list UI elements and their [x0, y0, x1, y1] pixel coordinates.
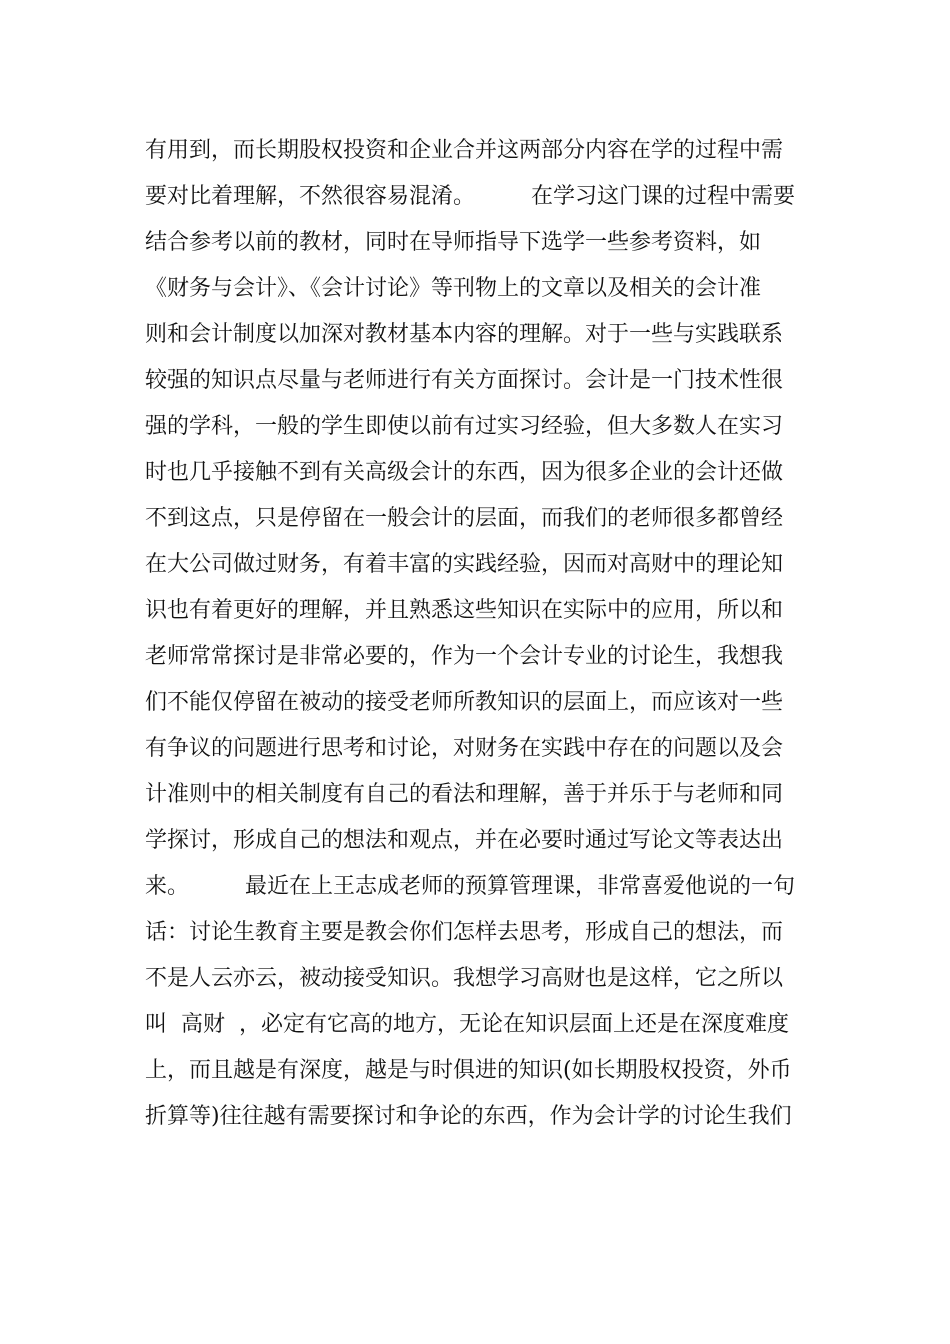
text-line-17: 来。 最近在上王志成老师的预算管理课，非常喜爱他说的一句 [145, 874, 795, 899]
text-line-19: 不是人云亦云，被动接受知识。我想学习高财也是这样，它之所以 [145, 966, 784, 991]
text-line-13: 们不能仅停留在被动的接受老师所教知识的层面上，而应该对一些 [145, 690, 784, 715]
text-line-6: 较强的知识点尽量与老师进行有关方面探讨。会计是一门技术性很 [145, 368, 784, 393]
text-line-8: 时也几乎接触不到有关高级会计的东西，因为很多企业的会计还做 [145, 460, 784, 485]
text-line-2: 要对比着理解，不然很容易混淆。 在学习这门课的过程中需要 [145, 184, 795, 209]
body-text [145, 128, 825, 1140]
text-line-12: 老师常常探讨是非常必要的，作为一个会计专业的讨论生，我想我 [145, 644, 784, 669]
text-line-15: 计准则中的相关制度有自己的看法和理解，善于并乐于与老师和同 [145, 782, 784, 807]
text-line-9: 不到这点，只是停留在一般会计的层面，而我们的老师很多都曾经 [145, 506, 784, 531]
text-line-11: 识也有着更好的理解，并且熟悉这些知识在实际中的应用，所以和 [145, 598, 784, 623]
text-line-22: 折算等)往往越有需要探讨和争论的东西，作为会计学的讨论生我们 [145, 1104, 792, 1129]
text-line-3: 结合参考以前的教材，同时在导师指导下选学一些参考资料，如 [145, 230, 762, 255]
text-line-20: 叫 高财 ，必定有它高的地方，无论在知识层面上还是在深度难度 [145, 1012, 789, 1037]
text-line-14: 有争议的问题进行思考和讨论，对财务在实践中存在的问题以及会 [145, 736, 784, 761]
text-line-5: 则和会计制度以加深对教材基本内容的理解。对于一些与实践联系 [145, 322, 784, 347]
text-line-7: 强的学科，一般的学生即使以前有过实习经验，但大多数人在实习 [145, 414, 784, 439]
text-line-4: 《财务与会计》、《会计讨论》等刊物上的文章以及相关的会计准 [145, 276, 762, 301]
text-line-1: 有用到，而长期股权投资和企业合并这两部分内容在学的过程中需 [145, 138, 784, 163]
text-line-16: 学探讨，形成自己的想法和观点，并在必要时通过写论文等表达出 [145, 828, 784, 853]
text-line-10: 在大公司做过财务，有着丰富的实践经验，因而对高财中的理论知 [145, 552, 784, 577]
text-line-18: 话：讨论生教育主要是教会你们怎样去思考，形成自己的想法，而 [145, 920, 784, 945]
text-line-21: 上，而且越是有深度，越是与时俱进的知识(如长期股权投资，外币 [145, 1058, 792, 1083]
